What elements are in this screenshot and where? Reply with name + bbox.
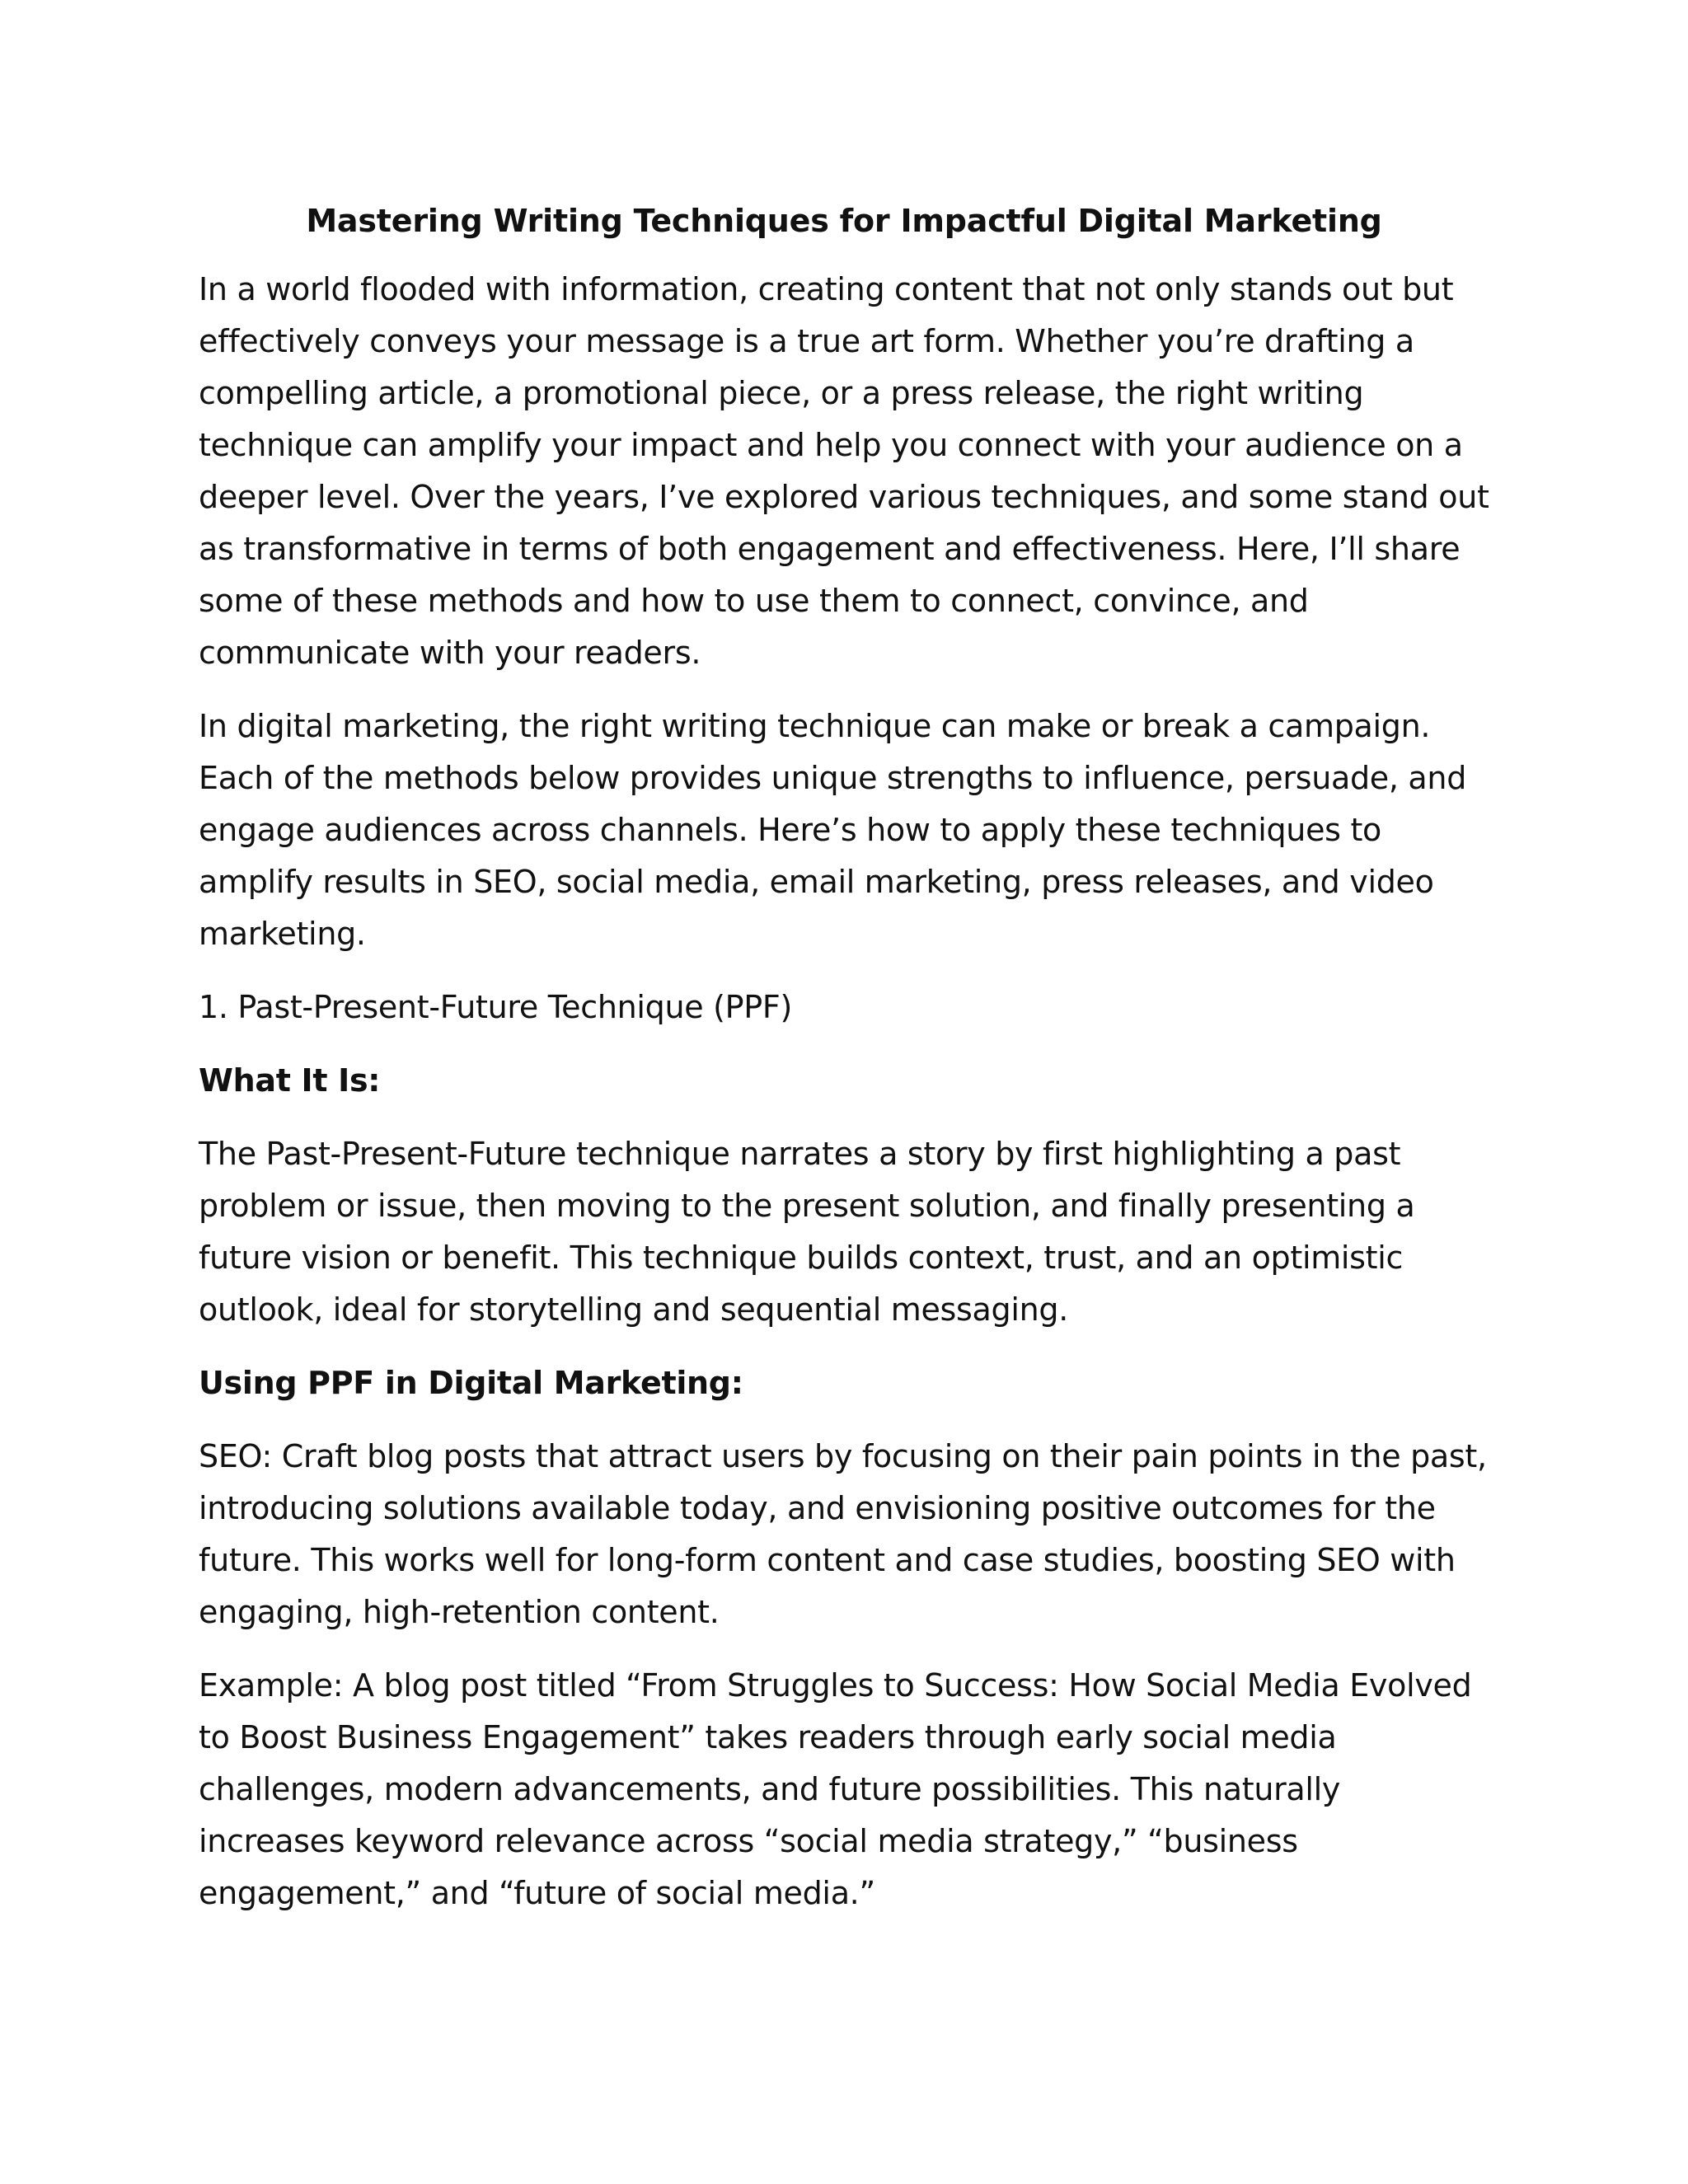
section-title: 1. Past-Present-Future Technique (PPF) bbox=[199, 989, 792, 1025]
seo-paragraph: SEO: Craft blog posts that attract users by focusing on their pain points in the past, introducing solutions available today, and envisioning positive outcomes for the future. This works well for long-form content and case studies, boosting SEO with engaging, high-retention content. bbox=[199, 1438, 1487, 1630]
what-it-is-paragraph: The Past-Present-Future technique narrates a story by first highlighting a past problem or issue, then moving to the present solution, and finally presenting a future vision or benefit. This technique builds context, trust, and an optimistic outlook, ideal for storytelling and sequential messaging. bbox=[199, 1136, 1415, 1328]
what-it-is-heading: What It Is: bbox=[199, 1062, 381, 1099]
document-page bbox=[199, 194, 1489, 1941]
intro-paragraph-1: In a world flooded with information, creating content that not only stands out but effectively conveys your message is a true art form. Whether you’re drafting a compelling article, a promotional piece, or a press release, the right writing technique can amplify your impact and help you connect with your audience on a deeper level. Over the years, I’ve explored various techniques, and some stand out as transformative in terms of both engagement and effectiveness. Here, I’ll share some of these methods and how to use them to connect, convince, and communicate with your readers. bbox=[199, 271, 1489, 671]
intro-paragraph-2: In digital marketing, the right writing technique can make or break a campaign. Each of the methods below provides unique strengths to influence, persuade, and engage audiences across channels. Here’s how to apply these techniques to amplify results in SEO, social media, email marketing, press releases, and video marketing. bbox=[199, 708, 1467, 952]
usage-heading: Using PPF in Digital Marketing: bbox=[199, 1365, 743, 1401]
document-title: Mastering Writing Techniques for Impactful Digital Marketing bbox=[306, 203, 1382, 239]
example-paragraph: Example: A blog post titled “From Struggles to Success: How Social Media Evolved to Boost Business Engagement” takes readers through early social media challenges, modern advancements, and future possibilities. This naturally increases keyword relevance across “social media strategy,” “business engagement,” and “future of social media.” bbox=[199, 1667, 1472, 1911]
